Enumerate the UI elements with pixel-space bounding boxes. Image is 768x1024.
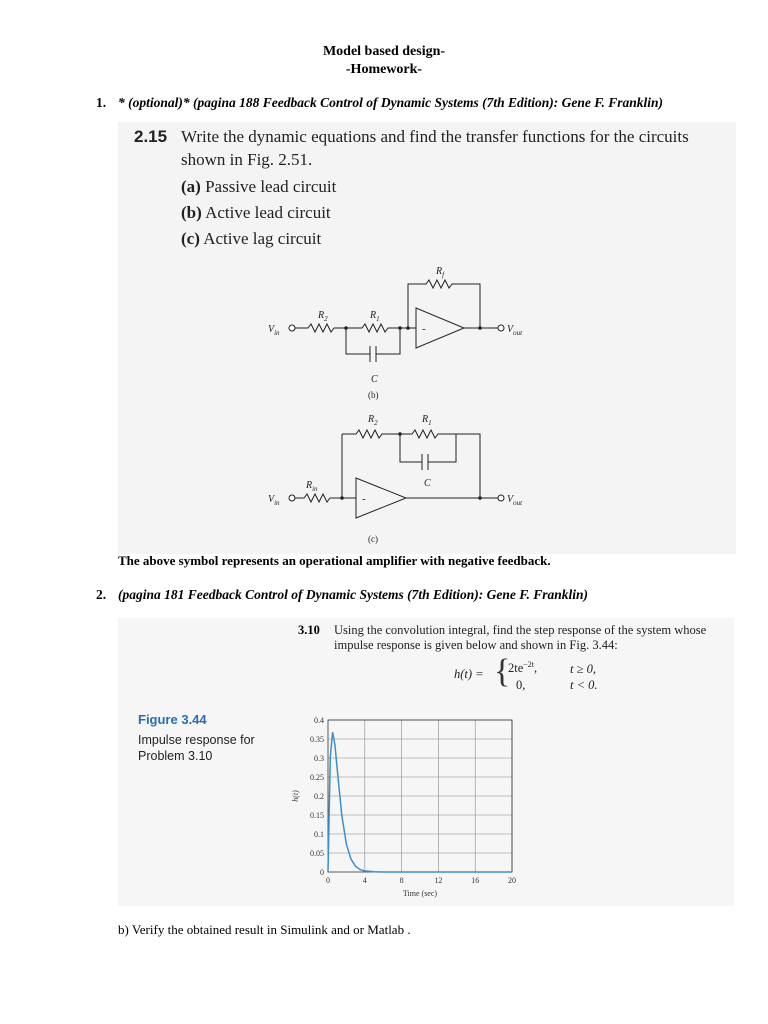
label-vin-b: $V_{in}$ <box>268 324 280 337</box>
opamp-minus-b: - <box>422 323 426 335</box>
y-tick-label: 0 <box>320 868 324 877</box>
label-c-c: C <box>424 478 431 489</box>
label-vin-c: $V_{in}$ <box>268 494 280 507</box>
label-r1-b: $R_1$ <box>370 310 380 323</box>
label-vout-c: $V_{out}$ <box>507 494 523 507</box>
label-vout-b: $V_{out}$ <box>507 324 523 337</box>
y-tick-label: 0.35 <box>310 735 324 744</box>
part-b: (b) Active lead circuit <box>181 203 331 222</box>
y-tick-label: 0.2 <box>314 792 324 801</box>
question2-heading-text: (pagina 181 Feedback Control of Dynamic Systems (7th Edition): Gene F. Franklin) <box>118 587 589 602</box>
problem-3-10-line1: Using the convolution integral, find the step response of the system whose <box>334 623 707 637</box>
doc-title: Model based design- <box>322 44 446 59</box>
x-axis-label: Time (sec) <box>402 889 438 898</box>
problem-2-15-line1: Write the dynamic equations and find the transfer functions for the circuits <box>181 127 689 146</box>
question1-heading <box>96 95 663 111</box>
label-r2-b: $R_2$ <box>318 310 328 323</box>
question2-number: 2. <box>96 587 107 602</box>
x-tick-label: 20 <box>508 876 516 885</box>
equation-case1: $2te^{-2t}$, <box>508 660 538 676</box>
opamp-note: The above symbol represents an operational amplifier with negative feedback. <box>118 553 551 568</box>
question1-heading-text: * (optional)* (pagina 188 Feedback Control of Dynamic Systems (7th Edition): Gene F. Franklin) <box>118 95 664 110</box>
problem-3-10-line2: impulse response is given below and shown in Fig. 3.44: <box>334 638 618 652</box>
y-tick-label: 0.3 <box>314 754 324 763</box>
x-tick-label: 12 <box>434 876 443 885</box>
x-tick-label: 0 <box>326 876 330 885</box>
y-tick-label: 0.25 <box>310 773 324 782</box>
figure-caption-line1: Impulse response for <box>138 733 255 747</box>
impulse-response-chart <box>280 706 530 902</box>
opamp-minus-c: - <box>362 493 366 505</box>
y-tick-label: 0.05 <box>310 849 324 858</box>
equation-case1-cond: t ≥ 0, <box>570 662 596 676</box>
circuit-diagrams <box>118 122 736 554</box>
equation-brace: { <box>494 653 511 690</box>
label-rf-b: $R_f$ <box>436 266 445 279</box>
figure-caption-line2: Problem 3.10 <box>138 749 213 763</box>
question2-part-b: b) Verify the obtained result in Simulink and or Matlab . <box>118 922 411 937</box>
problem-2-15-line2: shown in Fig. 2.51. <box>181 150 313 169</box>
caption-b: (b) <box>368 390 379 400</box>
label-r2-c: $R_2$ <box>368 414 378 427</box>
y-axis-label: h(t) <box>291 790 300 802</box>
question2-heading <box>96 587 588 603</box>
problem-3-10-number: 3.10 <box>298 623 320 637</box>
part-c: (c) Active lag circuit <box>181 229 322 248</box>
part-a: (a) Passive lead circuit <box>181 177 337 196</box>
y-tick-label: 0.4 <box>314 716 324 725</box>
y-tick-label: 0.15 <box>310 811 324 820</box>
label-rin-c: $R_{in}$ <box>306 480 318 493</box>
question1-number: 1. <box>96 95 107 110</box>
problem-2-15-number: 2.15 <box>134 127 168 146</box>
equation-case2-cond: t < 0. <box>570 678 598 692</box>
figure-title: Figure 3.44 <box>138 712 207 727</box>
label-c-b: C <box>371 374 378 385</box>
x-tick-label: 16 <box>471 876 480 885</box>
x-tick-label: 4 <box>362 876 367 885</box>
equation-lhs: h(t) = <box>454 667 484 681</box>
x-tick-label: 8 <box>399 876 404 885</box>
y-tick-label: 0.1 <box>314 830 324 839</box>
equation-case2: 0, <box>516 678 526 692</box>
caption-c: (c) <box>368 534 378 544</box>
doc-subtitle: -Homework- <box>345 62 423 77</box>
label-r1-c: $R_1$ <box>422 414 432 427</box>
impulse-response-curve <box>328 732 512 872</box>
